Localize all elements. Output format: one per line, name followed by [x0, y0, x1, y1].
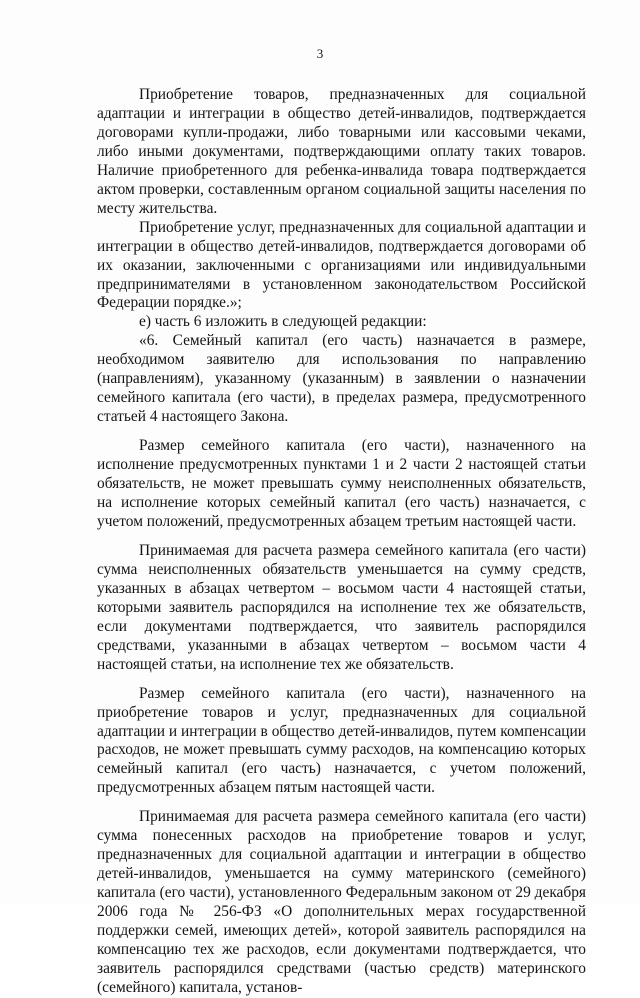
paragraph: Приобретение услуг, предназначенных для социальной адаптации и интеграции в общество детей-инвалидов, подтверждается договорами об их оказании, заключенными с организациями или индивидуальными предпринимателями в установленном законодательством Российской Федерации порядке.»;	[97, 218, 586, 312]
document-body	[97, 86, 586, 998]
paragraph: Размер семейного капитала (его части), назначенного на приобретение товаров и услуг, предназначенных для социальной адаптации и интеграции в общество детей-инвалидов, путем компенсации расходов, не может превышать сумму расходов, на компенсацию которых семейный капитал (его часть) назначается, с учетом положений, предусмотренных абзацем пятым настоящей части.	[97, 684, 586, 797]
paragraph: Принимаемая для расчета размера семейного капитала (его части) сумма понесенных расходов на приобретение товаров и услуг, предназначенных для социальной адаптации и интеграции в общество детей-инвалидов, уменьшается на сумму материнского (семейного) капитала (его части), установленного Федеральным законом от 29 декабря 2006 года № 256-ФЗ «О дополнительных мерах государственной поддержки семей, имеющих детей», которой заявитель распорядился на компенсацию тех же расходов, если документами подтверждается, что заявитель распорядился средствами (частью средств) материнского (семейного) капитала, установ-	[97, 808, 586, 996]
page-number: 3	[316, 46, 324, 61]
paragraph: Принимаемая для расчета размера семейного капитала (его части) сумма неисполненных обязательств уменьшается на сумму средств, указанных в абзацах четвертом – восьмом части 4 настоящей статьи, которыми заявитель распорядился на исполнение тех же обязательств, если документами подтверждается, что заявитель распорядился средствами, указанными в абзацах четвертом – восьмом части 4 настоящей статьи, на исполнение тех же обязательств.	[97, 541, 586, 673]
paragraph: е) часть 6 изложить в следующей редакции:	[139, 313, 427, 331]
paragraph: «6. Семейный капитал (его часть) назначается в размере, необходимом заявителю для использования по направлению (направлениям), указанному (указанным) в заявлении о назначении семейного капитала (его части), в пределах размера, предусмотренного статьей 4 настоящего Закона.	[97, 332, 586, 426]
paragraph: Размер семейного капитала (его части), назначенного на исполнение предусмотренных пунктами 1 и 2 части 2 настоящей статьи обязательств, не может превышать сумму неисполненных обязательств, на исполнение которых семейный капитал (его часть) назначается, с учетом положений, предусмотренных абзацем третьим настоящей части.	[97, 437, 586, 530]
paragraph: Приобретение товаров, предназначенных для социальной адаптации и интеграции в общество детей-инвалидов, подтверждается договорами купли-продажи, либо товарными или кассовыми чеками, либо иными документами, подтверждающими оплату таких товаров. Наличие приобретенного для ребенка-инвалида товара подтверждается актом проверки, составленным органом социальной защиты населения по месту жительства.	[97, 86, 586, 217]
